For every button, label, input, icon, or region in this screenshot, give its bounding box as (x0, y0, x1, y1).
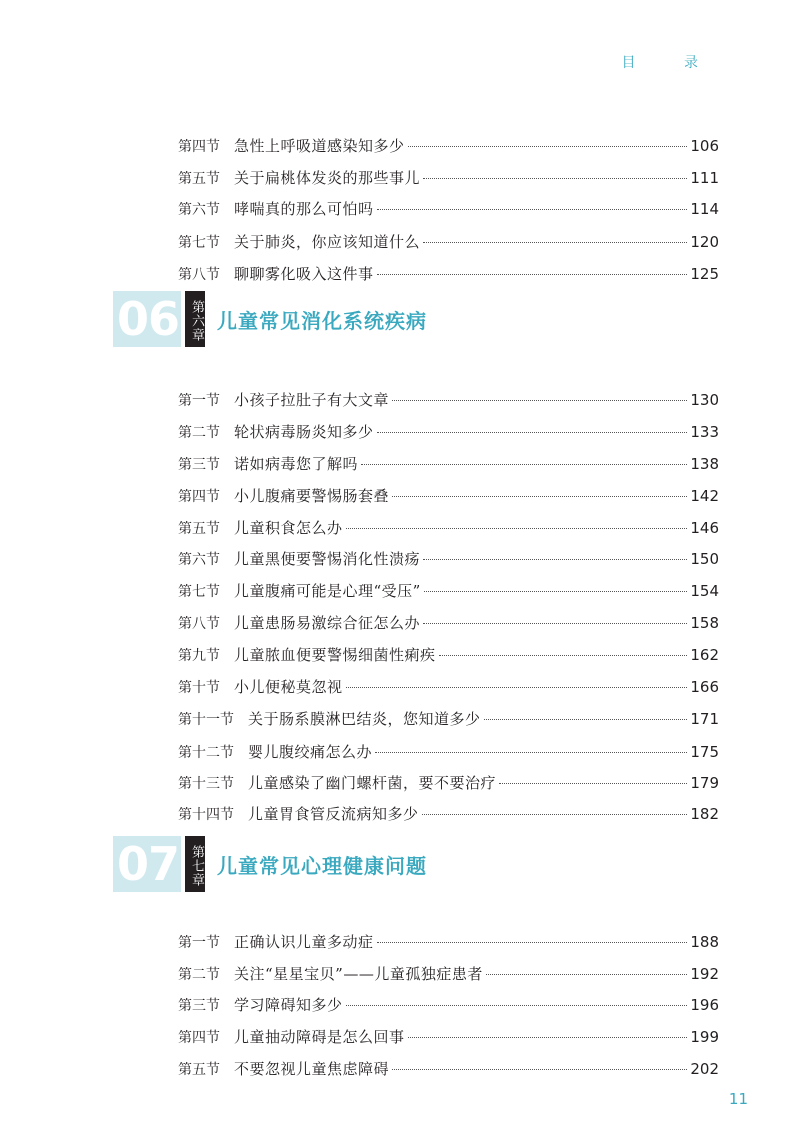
dot-leader (484, 718, 688, 720)
section-title: 轮状病毒肠炎知多少 (234, 423, 374, 441)
toc-entry[interactable] (178, 612, 719, 634)
section-label: 第八节 (178, 616, 220, 632)
section-label: 第五节 (178, 521, 220, 537)
dot-leader (423, 622, 687, 624)
section-label: 第十四节 (178, 807, 234, 823)
section-page-number: 133 (690, 423, 719, 441)
section-label: 第一节 (178, 393, 220, 409)
section-title: 小儿腹痛要警惕肠套叠 (234, 487, 390, 505)
section-page-number: 196 (690, 996, 719, 1014)
chapter-title: 儿童常见心理健康问题 (217, 854, 427, 878)
section-title: 不要忽视儿童焦虑障碍 (234, 1060, 390, 1078)
section-title: 诺如病毒您了解吗 (234, 455, 359, 473)
page-number: 11 (728, 1090, 748, 1108)
toc-entry[interactable] (178, 772, 719, 794)
dot-leader (377, 208, 688, 210)
section-page-number: 162 (690, 646, 719, 664)
dot-leader (499, 782, 687, 784)
section-label: 第六节 (178, 552, 220, 568)
chapter-number: 07 (113, 836, 181, 892)
section-label: 第二节 (178, 425, 220, 441)
section-title: 关注“星星宝贝”——儿童孤独症患者 (234, 965, 483, 983)
toc-entry[interactable] (178, 803, 719, 825)
section-label: 第四节 (178, 139, 220, 155)
toc-entry[interactable] (178, 994, 719, 1016)
section-page-number: 138 (690, 455, 719, 473)
section-label: 第八节 (178, 267, 220, 283)
section-page-number: 166 (690, 678, 719, 696)
toc-entry[interactable] (178, 741, 719, 763)
toc-entry[interactable] (178, 1026, 719, 1048)
section-title: 正确认识儿童多动症 (234, 933, 374, 951)
dot-leader (423, 558, 687, 560)
section-label: 第十三节 (178, 776, 234, 792)
dot-leader (361, 463, 687, 465)
section-page-number: 154 (690, 582, 719, 600)
toc-entry[interactable] (178, 453, 719, 475)
dot-leader (392, 399, 687, 401)
section-page-number: 150 (690, 550, 719, 568)
dot-leader (422, 813, 688, 815)
section-page-number: 179 (690, 774, 719, 792)
section-title: 儿童黑便要警惕消化性溃疡 (234, 550, 421, 568)
section-page-number: 130 (690, 391, 719, 409)
toc-entry[interactable] (178, 231, 719, 253)
section-page-number: 142 (690, 487, 719, 505)
toc-entry[interactable] (178, 931, 719, 953)
section-title: 小孩子拉肚子有大文章 (234, 391, 390, 409)
section-label: 第九节 (178, 648, 220, 664)
section-page-number: 175 (690, 743, 719, 761)
section-label: 第四节 (178, 1030, 220, 1046)
dot-leader (423, 241, 687, 243)
section-title: 关于肠系膜淋巴结炎，您知道多少 (248, 710, 481, 728)
toc-entry[interactable] (178, 708, 719, 730)
toc-entry[interactable] (178, 963, 719, 985)
section-title: 儿童患肠易激综合征怎么办 (234, 614, 421, 632)
section-title: 儿童抽动障碍是怎么回事 (234, 1028, 405, 1046)
section-title: 关于肺炎，你应该知道什么 (234, 233, 421, 251)
section-page-number: 114 (690, 200, 719, 218)
chapter-number: 06 (113, 291, 181, 347)
toc-entry[interactable] (178, 485, 719, 507)
section-label: 第十一节 (178, 712, 234, 728)
section-label: 第七节 (178, 584, 220, 600)
section-title: 儿童感染了幽门螺杆菌，要不要治疗 (248, 774, 497, 792)
section-label: 第二节 (178, 967, 220, 983)
dot-leader (392, 495, 687, 497)
toc-header-title: 目 录 (621, 55, 720, 71)
dot-leader (346, 527, 688, 529)
section-label: 第一节 (178, 935, 220, 951)
section-page-number: 202 (690, 1060, 719, 1078)
dot-leader (486, 973, 688, 975)
toc-entry[interactable] (178, 644, 719, 666)
dot-leader (408, 1036, 688, 1038)
dot-leader (346, 686, 688, 688)
section-page-number: 125 (690, 265, 719, 283)
section-title: 关于扁桃体发炎的那些事儿 (234, 169, 421, 187)
section-title: 婴儿腹绞痛怎么办 (248, 743, 373, 761)
section-title: 哮喘真的那么可怕吗 (234, 200, 374, 218)
section-title: 学习障碍知多少 (234, 996, 343, 1014)
toc-entry[interactable] (178, 517, 719, 539)
chapter-heading[interactable] (113, 836, 613, 892)
dot-leader (377, 941, 688, 943)
section-page-number: 146 (690, 519, 719, 537)
toc-entry[interactable] (178, 1058, 719, 1080)
section-title: 儿童脓血便要警惕细菌性痢疾 (234, 646, 436, 664)
toc-entry[interactable] (178, 676, 719, 698)
dot-leader (377, 431, 688, 433)
section-title: 聊聊雾化吸入这件事 (234, 265, 374, 283)
dot-leader (375, 751, 687, 753)
section-label: 第七节 (178, 235, 220, 251)
section-label: 第四节 (178, 489, 220, 505)
dot-leader (377, 273, 688, 275)
dot-leader (408, 145, 688, 147)
toc-entry[interactable] (178, 580, 719, 602)
section-label: 第五节 (178, 171, 220, 187)
section-page-number: 192 (690, 965, 719, 983)
dot-leader (423, 177, 687, 179)
section-title: 儿童胃食管反流病知多少 (248, 805, 419, 823)
section-title: 儿童腹痛可能是心理“受压” (234, 582, 421, 600)
toc-entry[interactable] (178, 263, 719, 285)
chapter-title: 儿童常见消化系统疾病 (217, 309, 427, 333)
section-page-number: 182 (690, 805, 719, 823)
section-label: 第十节 (178, 680, 220, 696)
section-label: 第十二节 (178, 745, 234, 761)
toc-entry[interactable] (178, 167, 719, 189)
toc-entry[interactable] (178, 389, 719, 411)
chapter-heading[interactable] (113, 291, 613, 347)
section-title: 急性上呼吸道感染知多少 (234, 137, 405, 155)
section-page-number: 106 (690, 137, 719, 155)
section-page-number: 188 (690, 933, 719, 951)
toc-entry[interactable] (178, 198, 719, 220)
toc-entry[interactable] (178, 421, 719, 443)
section-page-number: 111 (690, 169, 719, 187)
dot-leader (392, 1068, 687, 1070)
section-page-number: 171 (690, 710, 719, 728)
section-label: 第五节 (178, 1062, 220, 1078)
dot-leader (439, 654, 688, 656)
section-label: 第六节 (178, 202, 220, 218)
section-page-number: 120 (690, 233, 719, 251)
dot-leader (346, 1004, 688, 1006)
section-title: 儿童积食怎么办 (234, 519, 343, 537)
chapter-vertical-label: 第六章 (185, 291, 205, 347)
section-title: 小儿便秘莫忽视 (234, 678, 343, 696)
chapter-vertical-label: 第七章 (185, 836, 205, 892)
toc-entry[interactable] (178, 548, 719, 570)
section-page-number: 158 (690, 614, 719, 632)
section-label: 第三节 (178, 457, 220, 473)
section-page-number: 199 (690, 1028, 719, 1046)
section-label: 第三节 (178, 998, 220, 1014)
dot-leader (424, 590, 688, 592)
toc-entry[interactable] (178, 135, 719, 157)
